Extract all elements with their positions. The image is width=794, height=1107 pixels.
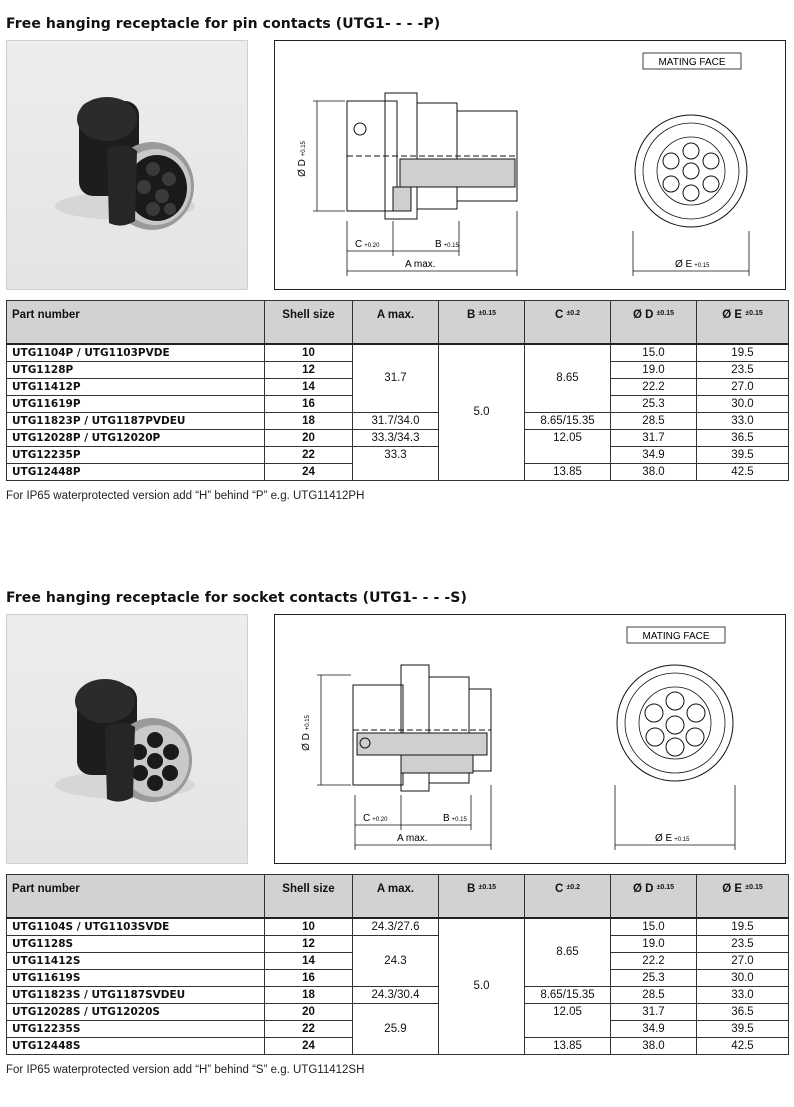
dim-a-label: A max. (405, 259, 436, 270)
table-row: UTG11823S / UTG1187SVDEU 18 24.3/30.4 8.65/15.35 28.5 33.0 (7, 986, 789, 1003)
header-part-number: Part number (7, 301, 265, 344)
table-row: UTG1104S / UTG1103SVDE 10 24.3/27.6 5.0 8.65 15.0 19.5 (7, 918, 789, 936)
table-row: UTG11412P 14 22.2 27.0 (7, 378, 789, 395)
technical-drawing (274, 614, 786, 864)
svg-text:Ø D +0.15 (297, 140, 308, 176)
header-e: Ø E $^{\pm 0.15}$ (697, 301, 789, 344)
product-photo (6, 614, 248, 864)
mating-face-label: MATING FACE (642, 631, 710, 642)
header-a: A max. (353, 301, 439, 344)
mating-face-label: MATING FACE (658, 57, 726, 68)
header-part-number: Part number (7, 875, 265, 918)
header-a: A max. (353, 875, 439, 918)
header-shell-size: Shell size (265, 301, 353, 344)
table-row: UTG12235P 22 33.3 34.9 39.5 (7, 446, 789, 463)
header-c: C $^{\pm 0.2}$ (525, 875, 611, 918)
header-d: Ø D $^{\pm 0.15}$ (611, 875, 697, 918)
table-row: UTG1128S 12 24.3 19.0 23.5 (7, 935, 789, 952)
dim-c-label: C (363, 813, 371, 824)
svg-text:Ø E+0.15 (655, 833, 690, 844)
dim-c-label: C (355, 239, 363, 250)
section-pin-contacts (6, 16, 788, 506)
dim-b-tol: +0.15 (451, 817, 467, 823)
table-row: UTG11619S 16 25.3 30.0 (7, 969, 789, 986)
header-d: Ø D $^{\pm 0.15}$ (611, 301, 697, 344)
dim-d-tol: +0.15 (305, 715, 311, 731)
product-photo (6, 40, 248, 290)
section-title: Free hanging receptacle for pin contacts (UTG1- - - -P) (6, 16, 441, 32)
dim-a-label: A max. (397, 833, 428, 844)
svg-text:Ø E+0.15 (675, 259, 710, 270)
dim-e-tol: +0.15 (674, 837, 690, 843)
dim-d-label: Ø D (297, 159, 308, 177)
table-row: UTG11619P 16 25.3 30.0 (7, 395, 789, 412)
header-shell-size: Shell size (265, 875, 353, 918)
table-row: UTG12448S 24 13.85 38.0 42.5 (7, 1037, 789, 1054)
dim-c-tol: +0.20 (372, 817, 388, 823)
table-row: UTG11823P / UTG1187PVDEU 18 31.7/34.0 8.65/15.35 28.5 33.0 (7, 412, 789, 429)
header-e: Ø E $^{\pm 0.15}$ (697, 875, 789, 918)
footnote: For IP65 waterprotected version add “H” behind “P” e.g. UTG11412PH (6, 490, 365, 502)
svg-text:B+0.15 (443, 813, 468, 824)
section-socket-contacts (6, 590, 788, 1090)
table-row: UTG1104P / UTG1103PVDE 10 31.7 5.0 8.65 15.0 19.5 (7, 344, 789, 362)
spec-table (6, 300, 789, 481)
dim-c-tol: +0.20 (364, 243, 380, 249)
table-row: UTG12028P / UTG12020P 20 33.3/34.3 12.05 31.7 36.5 (7, 429, 789, 446)
section-title: Free hanging receptacle for socket contacts (UTG1- - - -S) (6, 590, 467, 606)
table-row: UTG12028S / UTG12020S 20 25.9 12.05 31.7 36.5 (7, 1003, 789, 1020)
dim-b-label: B (443, 813, 450, 824)
dim-e-label: Ø E (675, 259, 693, 270)
header-b: B $^{\pm 0.15}$ (439, 301, 525, 344)
svg-text:B+0.15 (435, 239, 460, 250)
header-b: B $^{\pm 0.15}$ (439, 875, 525, 918)
svg-text:C+0.20 (355, 239, 380, 250)
spec-table (6, 874, 789, 1055)
dim-e-label: Ø E (655, 833, 673, 844)
dim-d-tol: +0.15 (301, 141, 307, 157)
dim-b-tol: +0.15 (443, 243, 459, 249)
table-row: UTG1128P 12 19.0 23.5 (7, 361, 789, 378)
dim-e-tol: +0.15 (694, 263, 710, 269)
header-c: C $^{\pm 0.2}$ (525, 301, 611, 344)
technical-drawing (274, 40, 786, 290)
svg-text:Ø D +0.15 (301, 714, 312, 750)
table-row: UTG11412S 14 22.2 27.0 (7, 952, 789, 969)
dim-b-label: B (435, 239, 442, 250)
table-row: UTG12448P 24 13.85 38.0 42.5 (7, 463, 789, 480)
footnote: For IP65 waterprotected version add “H” behind “S” e.g. UTG11412SH (6, 1064, 365, 1076)
dim-d-label: Ø D (301, 733, 312, 751)
table-row: UTG12235S 22 34.9 39.5 (7, 1020, 789, 1037)
svg-text:C+0.20 (363, 813, 388, 824)
